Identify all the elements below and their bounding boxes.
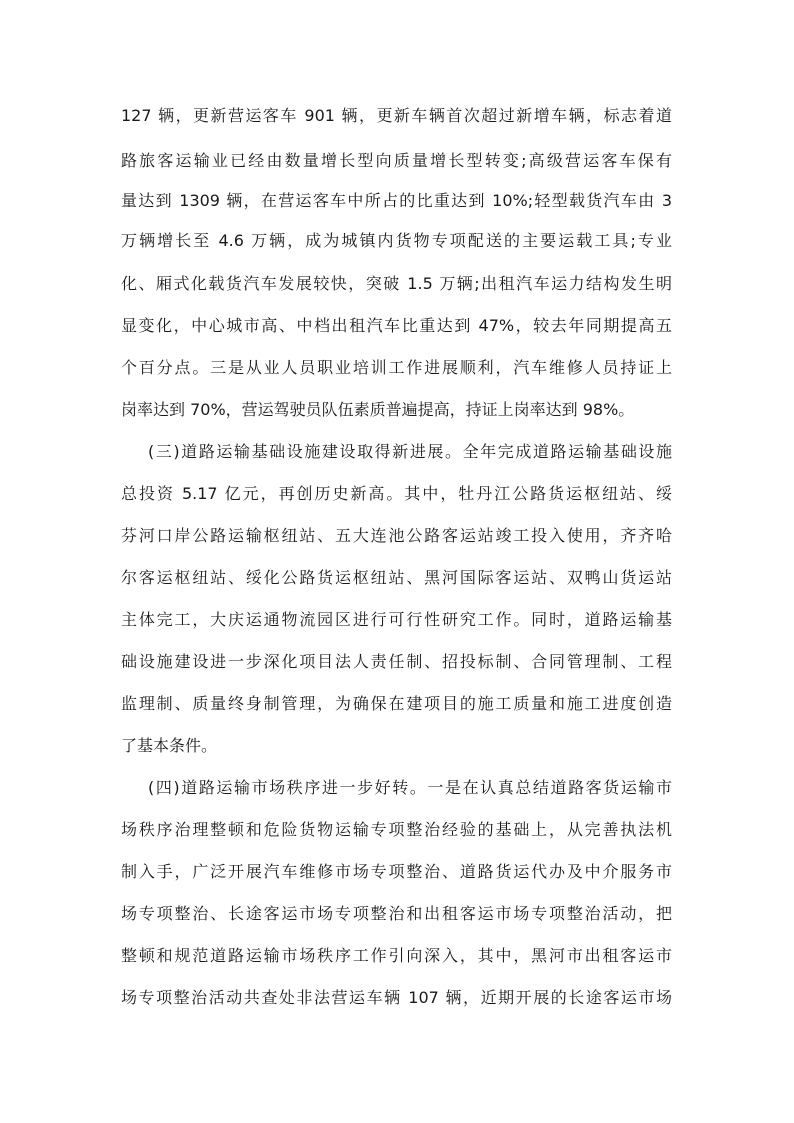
text-line: 万辆增长至 4.6 万辆，成为城镇内货物专项配送的主要运载工具;专业 bbox=[121, 231, 672, 250]
text-line: 场专项整治、长途客运市场专项整治和出租客运市场专项整治活动，把 bbox=[121, 904, 672, 923]
text-line: 础设施建设进一步深化项目法人责任制、招投标制、合同管理制、工程 bbox=[121, 652, 672, 671]
text-line: 尔客运枢纽站、绥化公路货运枢纽站、黑河国际客运站、双鸭山货运站 bbox=[121, 568, 672, 587]
text-line: 整顿和规范道路运输市场秩序工作引向深入，其中，黑河市出租客运市 bbox=[121, 946, 672, 965]
text-line: 场秩序治理整顿和危险货物运输专项整治经验的基础上，从完善执法机 bbox=[121, 820, 672, 839]
text-line: 监理制、质量终身制管理，为确保在建项目的施工质量和施工进度创造 bbox=[121, 694, 672, 713]
text-line: 了基本条件。 bbox=[121, 736, 218, 755]
text-line: 路旅客运输业已经由数量增长型向质量增长型转变;高级营运客车保有 bbox=[121, 151, 672, 170]
text-line: 岗率达到 70%，营运驾驶员队伍素质普遍提高，持证上岗率达到 98%。 bbox=[121, 400, 635, 419]
text-line: 总投资 5.17 亿元，再创历史新高。其中，牡丹江公路货运枢纽站、绥 bbox=[121, 484, 672, 503]
text-line: 127 辆，更新营运客车 901 辆，更新车辆首次超过新增车辆，标志着道 bbox=[121, 106, 672, 125]
text-line: 主体完工，大庆运通物流园区进行可行性研究工作。同时，道路运输基 bbox=[121, 610, 672, 629]
text-line: 场专项整治活动共查处非法营运车辆 107 辆，近期开展的长途客运市场 bbox=[121, 988, 672, 1007]
text-line: 制入手，广泛开展汽车维修市场专项整治、道路货运代办及中介服务市 bbox=[121, 862, 672, 881]
text-line: (三)道路运输基础设施建设取得新进展。全年完成道路运输基础设施 bbox=[148, 442, 672, 461]
text-line: 芬河口岸公路运输枢纽站、五大连池公路客运站竣工投入使用，齐齐哈 bbox=[121, 526, 672, 545]
text-line: 量达到 1309 辆，在营运客车中所占的比重达到 10%;轻型载货汽车由 3 bbox=[121, 191, 672, 210]
text-line: (四)道路运输市场秩序进一步好转。一是在认真总结道路客货运输市 bbox=[148, 778, 672, 797]
text-line: 个百分点。三是从业人员职业培训工作进展顺利，汽车维修人员持证上 bbox=[121, 358, 672, 377]
text-line: 化、厢式化载货汽车发展较快，突破 1.5 万辆;出租汽车运力结构发生明 bbox=[121, 274, 672, 293]
text-line: 显变化，中心城市高、中档出租汽车比重达到 47%，较去年同期提高五 bbox=[121, 316, 672, 335]
